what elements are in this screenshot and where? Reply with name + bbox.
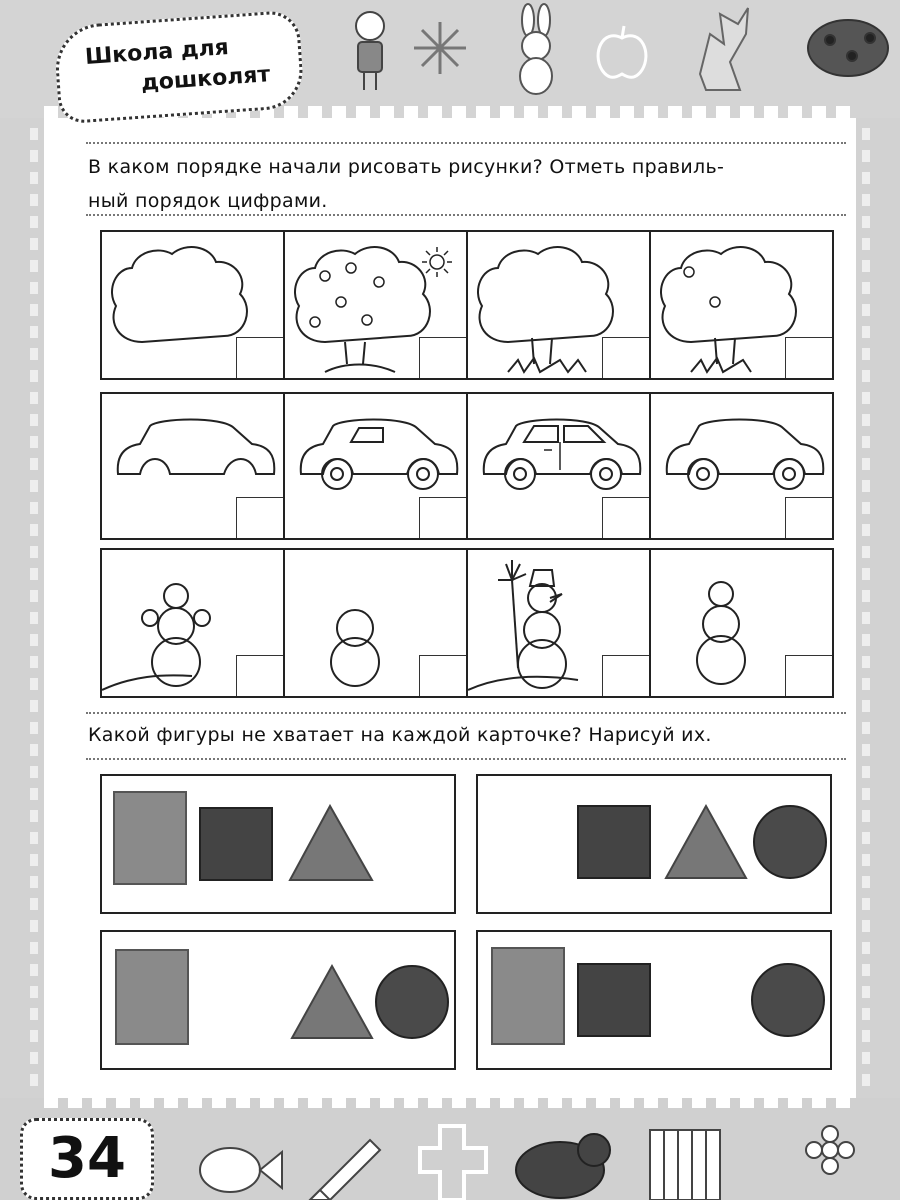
shape-card-2 xyxy=(476,774,832,914)
tree-card-3 xyxy=(468,232,651,378)
circle-shape xyxy=(754,806,826,878)
series-title-line2: дошколят xyxy=(140,62,271,97)
answer-box[interactable] xyxy=(785,655,832,696)
shape-card-3-shapes xyxy=(102,932,454,1068)
tree-card-4 xyxy=(651,232,832,378)
divider xyxy=(86,712,846,714)
task1-line2: ный порядок цифрами. xyxy=(88,190,328,212)
square-shape xyxy=(578,964,650,1036)
car-card-4 xyxy=(651,394,832,538)
cars-row xyxy=(100,392,834,540)
answer-box[interactable] xyxy=(236,337,283,378)
apple-icon xyxy=(598,26,646,77)
snowman-card-2 xyxy=(285,550,468,696)
trees-row xyxy=(100,230,834,380)
car-card-3 xyxy=(468,394,651,538)
sheet-bottom-edge xyxy=(44,1098,856,1108)
page-number-badge xyxy=(20,1118,154,1200)
tree-card-1 xyxy=(102,232,285,378)
triangle-shape xyxy=(290,806,372,880)
rectangle-shape xyxy=(114,792,186,884)
bottom-decorations xyxy=(170,1110,890,1200)
bunny-icon xyxy=(520,4,552,94)
page-number: 34 xyxy=(48,1126,126,1191)
answer-box[interactable] xyxy=(236,655,283,696)
series-title-line1: Школа для xyxy=(84,35,230,70)
divider xyxy=(86,142,846,144)
answer-box[interactable] xyxy=(785,337,832,378)
answer-box[interactable] xyxy=(419,655,466,696)
rectangle-shape xyxy=(492,948,564,1044)
top-decorations xyxy=(330,0,900,100)
bear-icon xyxy=(516,1134,610,1198)
answer-box[interactable] xyxy=(602,497,649,538)
car-card-2 xyxy=(285,394,468,538)
circle-shape xyxy=(376,966,448,1038)
fish-icon xyxy=(200,1148,282,1192)
flower-icon xyxy=(806,1126,854,1174)
shape-card-4-shapes xyxy=(478,932,830,1068)
answer-box[interactable] xyxy=(236,497,283,538)
shape-card-4 xyxy=(476,930,832,1070)
snowman-card-1 xyxy=(102,550,285,696)
pencil-icon xyxy=(310,1140,380,1200)
rectangle-shape xyxy=(116,950,188,1044)
task1-line1: В каком порядке начали рисовать рисунки? Отметь правиль- xyxy=(88,156,725,178)
answer-box[interactable] xyxy=(602,655,649,696)
task2-instruction: Какой фигуры не хватает на каждой карточке? Нарисуй их. xyxy=(88,724,712,746)
shape-card-2-shapes xyxy=(478,776,830,912)
left-border xyxy=(0,118,44,1098)
divider xyxy=(86,758,846,760)
snowman-card-3 xyxy=(468,550,651,696)
accordion-icon xyxy=(650,1130,720,1200)
answer-box[interactable] xyxy=(785,497,832,538)
triangle-shape xyxy=(666,806,746,878)
shape-card-3 xyxy=(100,930,456,1070)
triangle-shape xyxy=(292,966,372,1038)
right-border xyxy=(856,118,900,1098)
snowmen-row xyxy=(100,548,834,698)
rooster-icon xyxy=(700,8,748,90)
task1-instruction xyxy=(88,150,848,218)
divider xyxy=(86,214,846,216)
ladybug-icon xyxy=(808,20,888,76)
square-shape xyxy=(200,808,272,880)
snowflake-icon xyxy=(414,22,466,74)
tree-card-2 xyxy=(285,232,468,378)
cross-icon xyxy=(420,1126,486,1200)
car-card-1 xyxy=(102,394,285,538)
answer-box[interactable] xyxy=(419,337,466,378)
answer-box[interactable] xyxy=(419,497,466,538)
snowman-card-4 xyxy=(651,550,832,696)
shape-card-1-shapes xyxy=(102,776,454,912)
girl-icon xyxy=(356,12,384,90)
circle-shape xyxy=(752,964,824,1036)
square-shape xyxy=(578,806,650,878)
shape-card-1 xyxy=(100,774,456,914)
answer-box[interactable] xyxy=(602,337,649,378)
